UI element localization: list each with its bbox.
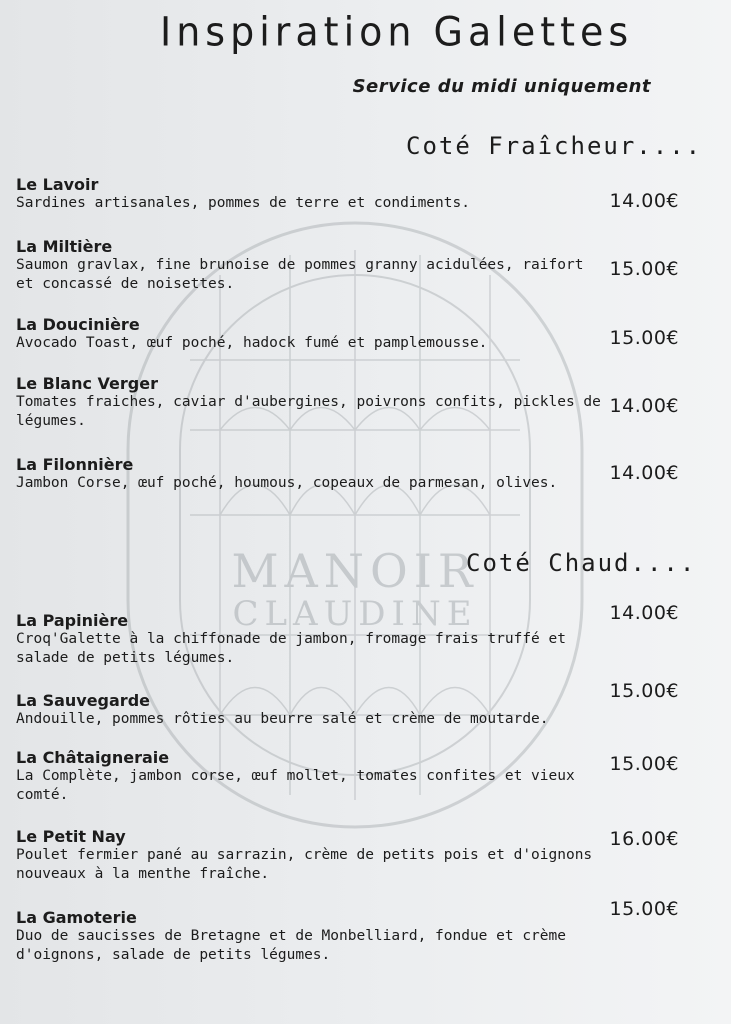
menu-item — [16, 909, 616, 965]
menu-item-price: 15.00€ — [609, 258, 679, 280]
menu-item-description: Poulet fermier pané au sarrazin, crème de petits pois et d'oignons nouveaux à la menthe fraîche. — [16, 847, 593, 882]
menu-item-price: 15.00€ — [609, 898, 679, 920]
menu-item — [16, 692, 616, 729]
section-title-fraicheur: Coté Fraîcheur.... — [406, 132, 703, 160]
menu-item-name: La Papinière — [16, 611, 129, 630]
menu-item-price: 16.00€ — [609, 828, 679, 850]
menu-item — [16, 316, 616, 353]
menu-item-name: La Doucinière — [16, 315, 140, 334]
watermark-name-line2: CLAUDINE — [232, 594, 478, 634]
menu-item-price: 14.00€ — [609, 462, 679, 484]
menu-item-description: Sardines artisanales, pommes de terre et condiments. — [16, 195, 470, 211]
menu-item-description: Avocado Toast, œuf poché, hadock fumé et pamplemousse. — [16, 335, 488, 351]
manoir-claudine-watermark-logo — [120, 215, 590, 835]
watermark-name-line1: MANOIR — [231, 544, 479, 598]
menu-item-description: Andouille, pommes rôties au beurre salé et crème de moutarde. — [16, 711, 549, 727]
menu-item — [16, 176, 616, 213]
menu-item-description: Tomates fraiches, caviar d'aubergines, poivrons confits, pickles de légumes. — [16, 394, 601, 429]
menu-item-name: Le Lavoir — [16, 175, 99, 194]
menu-item — [16, 749, 616, 805]
menu-item-description: La Complète, jambon corse, œuf mollet, tomates confites et vieux comté. — [16, 768, 575, 803]
menu-item-name: Le Petit Nay — [16, 827, 126, 846]
menu-item-price: 15.00€ — [609, 753, 679, 775]
page-subtitle: Service du midi uniquement — [352, 76, 651, 97]
menu-item-price: 14.00€ — [609, 395, 679, 417]
menu-item-price: 15.00€ — [609, 327, 679, 349]
menu-item-price: 15.00€ — [609, 680, 679, 702]
menu-item-price: 14.00€ — [609, 190, 679, 212]
menu-item-name: La Gamoterie — [16, 908, 137, 927]
menu-item-description: Saumon gravlax, fine brunoise de pommes granny acidulées, raifort et concassé de noisettes. — [16, 257, 584, 292]
menu-item-description: Duo de saucisses de Bretagne et de Monbelliard, fondue et crème d'oignons, salade de petits légumes. — [16, 928, 566, 963]
menu-item — [16, 828, 616, 884]
menu-item — [16, 375, 616, 431]
page-title: Inspiration Galettes — [160, 8, 634, 56]
menu-item-name: La Miltière — [16, 237, 113, 256]
menu-item — [16, 612, 616, 668]
menu-item-name: La Sauvegarde — [16, 691, 150, 710]
menu-item-name: La Filonnière — [16, 455, 134, 474]
menu-item — [16, 456, 616, 493]
menu-item-name: Le Blanc Verger — [16, 374, 158, 393]
menu-item-name: La Châtaigneraie — [16, 748, 170, 767]
menu-item — [16, 238, 616, 294]
menu-item-price: 14.00€ — [609, 602, 679, 624]
menu-item-description: Croq'Galette à la chiffonade de jambon, fromage frais truffé et salade de petits légumes. — [16, 631, 566, 666]
section-title-chaud: Coté Chaud.... — [466, 549, 697, 577]
menu-item-description: Jambon Corse, œuf poché, houmous, copeaux de parmesan, olives. — [16, 475, 558, 491]
